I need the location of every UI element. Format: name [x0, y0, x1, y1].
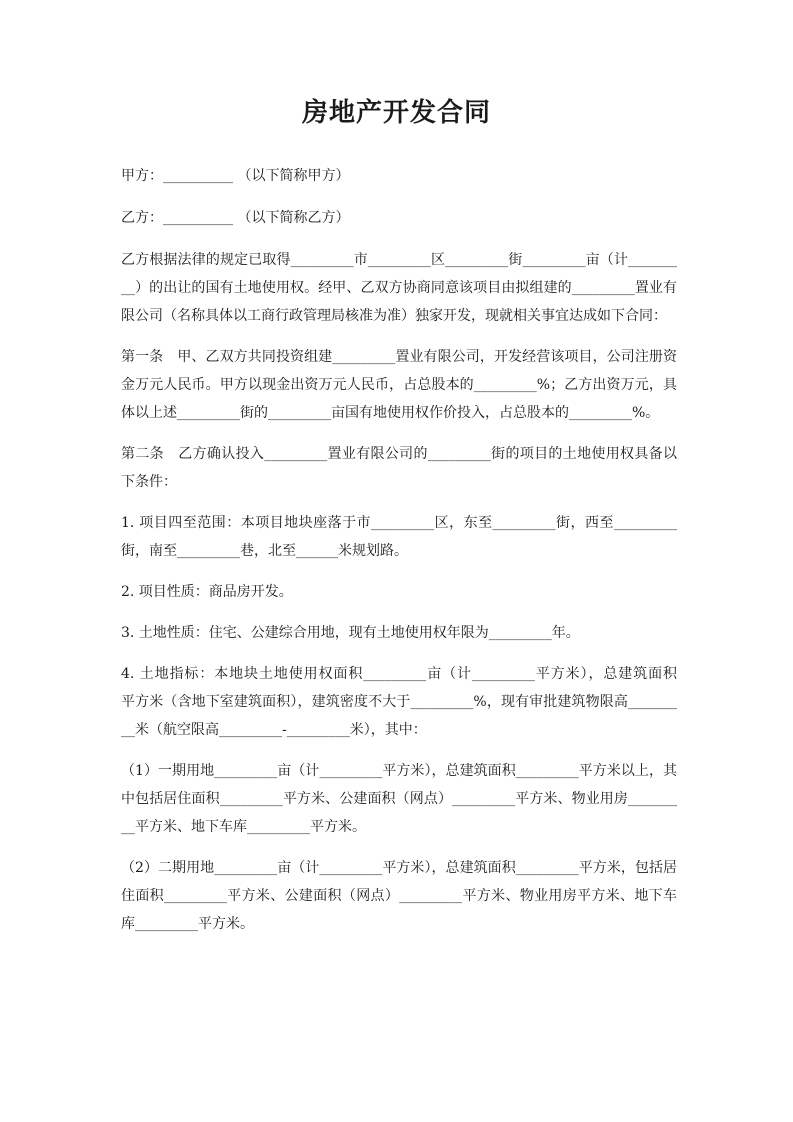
item-2-paragraph: 2. 项目性质：商品房开发。	[121, 584, 293, 600]
item-1-paragraph: 1. 项目四至范围：本项目地块座落于市_________区，东至_________街，西至_________街，南至_________巷，北至______米规划路。	[121, 515, 677, 559]
article-1-paragraph: 第一条 甲、乙双方共同投资组建_________置业有限公司，开发经营该项目，公司注册资金万元人民币。甲方以现金出资万元人民币，占总股本的_________%；乙方出资万元，具体以上述_________街的_________亩国有地使用权作价投入，占总股本的_________%。	[121, 349, 677, 421]
party-b-line: 乙方：__________ （以下简称乙方）	[121, 210, 350, 226]
item-3-paragraph: 3. 土地性质：住宅、公建综合用地，现有土地使用权年限为_________年。	[121, 625, 580, 641]
sub-item-1-paragraph: （1）一期用地_________亩（计_________平方米），总建筑面积_________平方米以上，其中包括居住面积_________平方米、公建面积（网点）_________平方米、物业用房_________平方米、地下车库_________平方米。	[121, 763, 677, 835]
party-a-line: 甲方：__________ （以下简称甲方）	[121, 168, 350, 184]
document-title: 房地产开发合同	[301, 98, 491, 128]
document-body	[121, 162, 691, 951]
preamble-paragraph: 乙方根据法律的规定已取得_________市_________区_________街_________亩（计_________）的出让的国有土地使用权。经甲、乙双方协商同意该项目由拟组建的_________置业有限公司（名称具体以工商行政管理局核准为准）独家开发，现就相关事宜达成如下合同：	[121, 252, 677, 324]
sub-item-2-paragraph: （2）二期用地_________亩（计_________平方米），总建筑面积_________平方米，包括居住面积_________平方米、公建面积（网点）_________平方米、物业用房平方米、地下车库_________平方米。	[121, 860, 677, 932]
article-2-paragraph: 第二条 乙方确认投入_________置业有限公司的_________街的项目的土地使用权具备以下条件：	[121, 446, 677, 490]
item-4-paragraph: 4. 土地指标：本地块土地使用权面积_________亩（计_________平方米），总建筑面积 平方米（含地下室建筑面积），建筑密度不大于_________%，现有审批建筑物限高_________米（航空限高_________-_________米），其中：	[121, 666, 691, 738]
